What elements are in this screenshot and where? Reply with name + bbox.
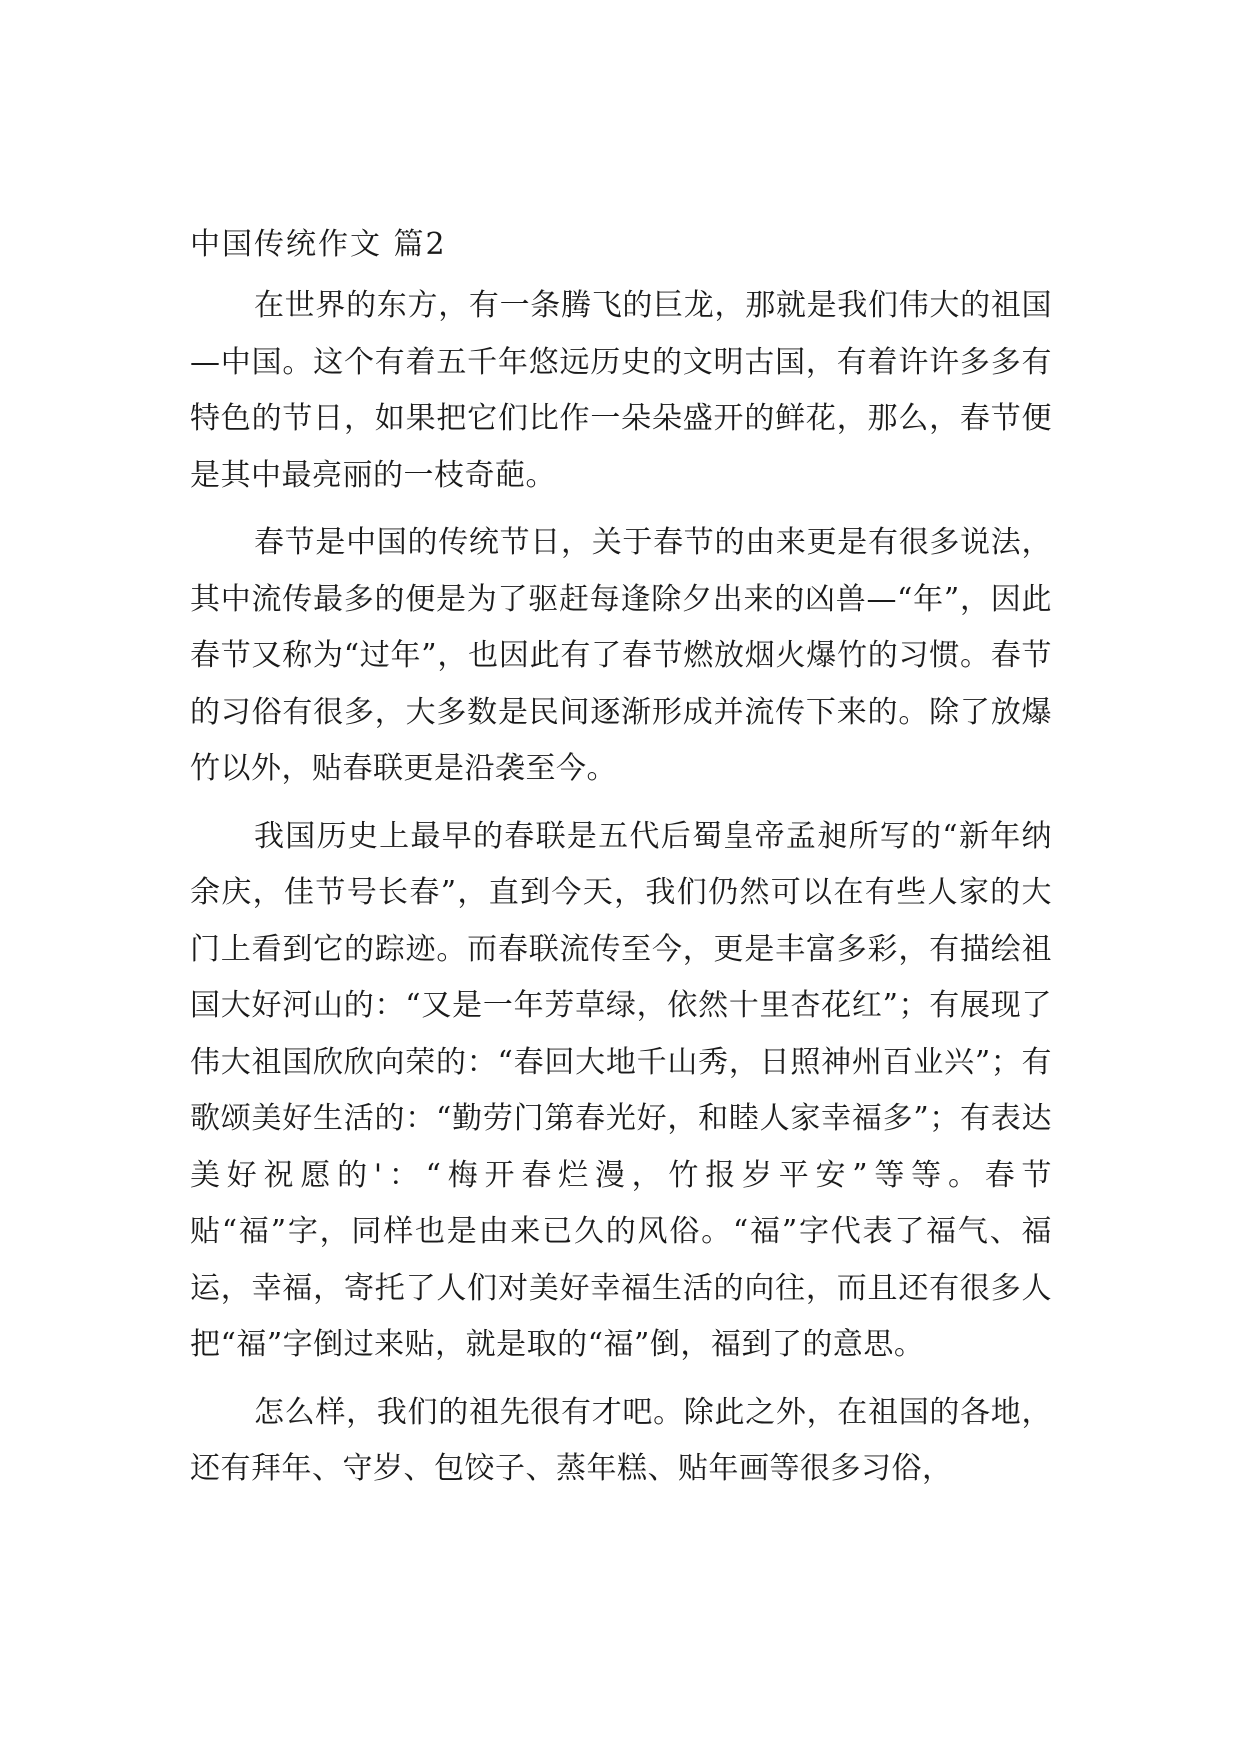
- document-title: 中国传统作文 篇2: [190, 227, 447, 262]
- document-body: [190, 220, 1052, 1498]
- paragraph-1: 在世界的东方，有一条腾飞的巨龙，那就是我们伟大的祖国—中国。这个有着五千年悠远历史的文明古国，有着许许多多有特色的节日，如果把它们比作一朵朵盛开的鲜花，那么，春节便是其中最亮丽的一枝奇葩。: [190, 288, 1052, 493]
- paragraph-2: 春节是中国的传统节日，关于春节的由来更是有很多说法，其中流传最多的便是为了驱赶每逢除夕出来的凶兽—“年”，因此春节又称为“过年”，也因此有了春节燃放烟火爆竹的习惯。春节的习俗有很多，大多数是民间逐渐形成并流传下来的。除了放爆竹以外，贴春联更是沿袭至今。: [190, 525, 1052, 786]
- paragraph-3: 我国历史上最早的春联是五代后蜀皇帝孟昶所写的“新年纳余庆，佳节号长春”，直到今天，我们仍然可以在有些人家的大门上看到它的踪迹。而春联流传至今，更是丰富多彩，有描绘祖国大好河山的：“又是一年芳草绿，依然十里杏花红”；有展现了伟大祖国欣欣向荣的：“春回大地千山秀，日照神州百业兴”；有歌颂美好生活的：“勤劳门第春光好，和睦人家幸福多”；有表达美好祝愿的'：“梅开春烂漫，竹报岁平安”等等。春节贴“福”字，同样也是由来已久的风俗。“福”字代表了福气、福运，幸福，寄托了人们对美好幸福生活的向往，而且还有很多人把“福”字倒过来贴，就是取的“福”倒，福到了的意思。: [190, 818, 1052, 1362]
- paragraph-4: 怎么样，我们的祖先很有才吧。除此之外，在祖国的各地，还有拜年、守岁、包饺子、蒸年糕、贴年画等很多习俗，: [190, 1394, 1052, 1486]
